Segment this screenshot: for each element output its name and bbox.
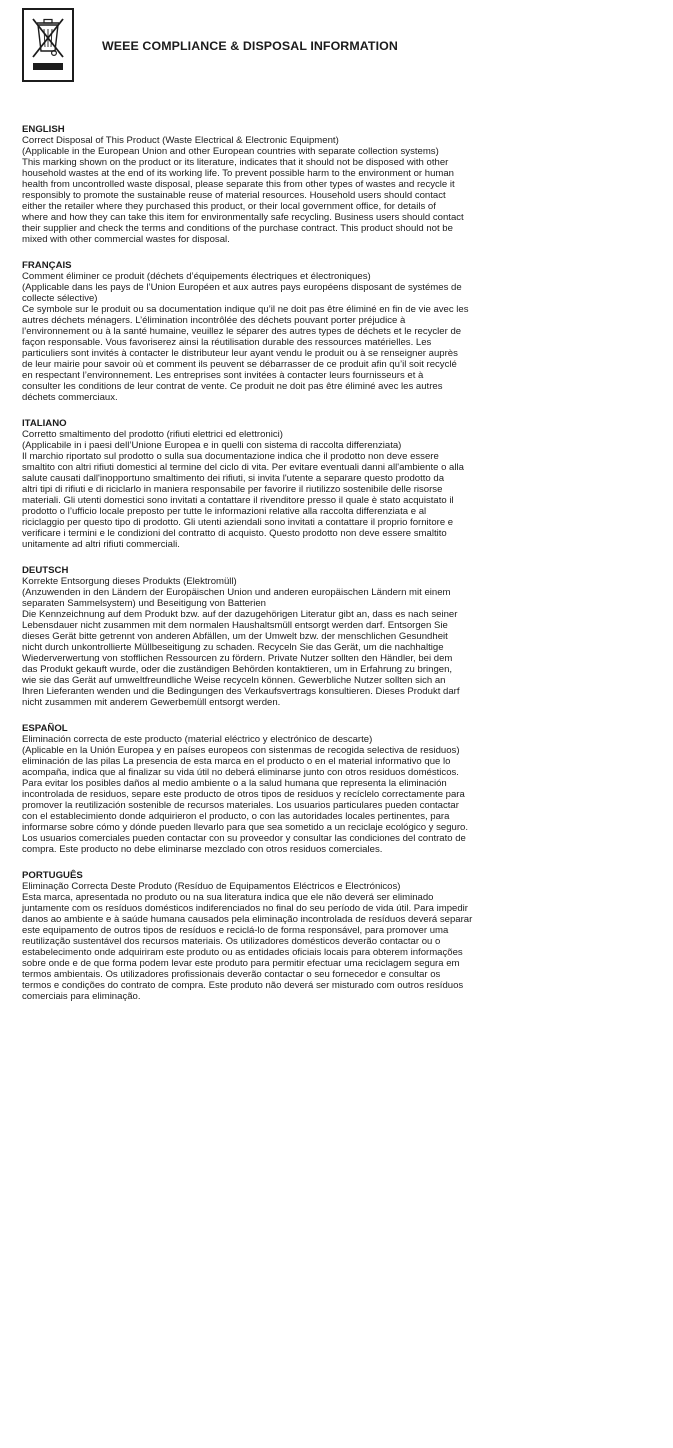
text-line: este equipamento de outros tipos de resíduos e reciclá-lo de forma responsável, para promover uma xyxy=(22,925,449,936)
text-line: prodotto o l’ufficio locale preposto per tutte le informazioni relative alla raccolta differenziata e al xyxy=(22,506,427,517)
text-line: termos ambientais. Os utilizadores profissionais deverão contactar o seu fornecedor e consultar os xyxy=(22,969,441,980)
language-section xyxy=(22,870,652,1002)
text-line: l’environnement ou à la santé humaine, veuillez le séparer des autres types de déchets et le recycler de xyxy=(22,326,462,337)
text-line: consulter les conditions de leur contrat de vente. Ce produit ne doit pas être éliminé avec les autres xyxy=(22,381,443,392)
text-line: eliminación de las pilas La presencia de esta marca en el producto o en el material informativo que lo xyxy=(22,756,451,767)
text-line: nicht durch unkontrollierte Müllbeseitigung zu schaden. Recyceln Sie das Gerät, um die nachhaltige xyxy=(22,642,444,653)
text-line: mixed with other commercial wastes for disposal. xyxy=(22,234,230,245)
text-line: déchets commerciaux. xyxy=(22,392,118,403)
text-line: This marking shown on the product or its literature, indicates that it should not be disposed with other xyxy=(22,157,449,168)
text-line: Esta marca, apresentada no produto ou na sua literatura indica que ele não deverá ser eliminado xyxy=(22,892,434,903)
text-line: incontrolada de residuos, separe este producto de otros tipos de residuos y recíclelo correctamente para xyxy=(22,789,465,800)
text-line: materiali. Gli utenti domestici sono invitati a contattare il rivenditore presso il quale è stato acquistato il xyxy=(22,495,454,506)
text-line: salute causati dall'inopportuno smaltimento dei rifiuti, si invita l'utente a separare questo prodotto da xyxy=(22,473,445,484)
text-line: en respectant l’environnement. Les entreprises sont invitées à contacter leurs fournisseurs et à xyxy=(22,370,424,381)
language-heading: DEUTSCH xyxy=(22,565,69,576)
text-line: either the retailer where they purchased this product, or their local government office, for details of xyxy=(22,201,436,212)
language-section xyxy=(22,124,652,245)
text-line: juntamente com os resíduos domésticos indiferenciados no final do seu período de vida útil. Para impedir xyxy=(22,903,469,914)
text-line: responsibly to promote the sustainable reuse of material resources. Household users should contact xyxy=(22,190,446,201)
text-line: altri tipi di rifiuti e di riciclarlo in maniera responsabile per favorire il riutilizzo sostenibile delle risorse xyxy=(22,484,443,495)
language-section xyxy=(22,565,652,708)
text-line: particuliers sont invités à contacter le distributeur leur ayant vendu le produit ou à se renseigner auprès xyxy=(22,348,458,359)
language-section xyxy=(22,418,652,550)
language-section xyxy=(22,723,652,855)
text-line: Eliminação Correcta Deste Produto (Resíduo de Equipamentos Eléctricos e Electrónicos) xyxy=(22,881,401,892)
text-line: Ihren Lieferanten wenden und die Bedingungen des Verkaufsvertrags konsultieren. Dieses Produkt darf xyxy=(22,686,460,697)
text-line: (Anzuwenden in den Ländern der Europäischen Union und anderen europäischen Ländern mit einem xyxy=(22,587,451,598)
text-line: verificare i termini e le condizioni del contratto di acquisto. Questo prodotto non deve essere smaltito xyxy=(22,528,447,539)
text-line: Para evitar los posibles daños al medio ambiente o a la salud humana que representa la eliminación xyxy=(22,778,447,789)
text-line: smaltito con altri rifiuti domestici al termine del ciclo di vita. Per evitare eventuali danni all'ambiente o alla xyxy=(22,462,464,473)
text-line: promover la reutilización sostenible de recursos materiales. Los usuarios particulares pueden contactar xyxy=(22,800,459,811)
text-line: danos ao ambiente e à saúde humana causados pela eliminação incontrolada de resíduos deverá separar xyxy=(22,914,473,925)
text-line: Korrekte Entsorgung dieses Produkts (Elektromüll) xyxy=(22,576,237,587)
header xyxy=(22,8,642,88)
text-line: Ce symbole sur le produit ou sa documentation indique qu’il ne doit pas être éliminé en fin de vie avec les xyxy=(22,304,469,315)
language-heading: ESPAÑOL xyxy=(22,723,68,734)
language-section xyxy=(22,260,652,403)
text-line: household wastes at the end of its working life. To prevent possible harm to the environment or human xyxy=(22,168,455,179)
text-line: comerciais para eliminação. xyxy=(22,991,141,1002)
text-line: Wiederverwertung von stofflichen Ressourcen zu fördern. Private Nutzer sollten den Händler, bei dem xyxy=(22,653,453,664)
text-line: informarse sobre cómo y dónde pueden llevarlo para que sea sometido a un reciclaje ecológico y seguro. xyxy=(22,822,469,833)
text-line: Il marchio riportato sul prodotto o sulla sua documentazione indica che il prodotto non deve essere xyxy=(22,451,439,462)
text-line: acompaña, indica que al finalizar su vida útil no deberá eliminarse junto con otros residuos domésticos. xyxy=(22,767,459,778)
text-line: separaten Sammelsystem) und Beseitigung von Batterien xyxy=(22,598,266,609)
text-line: Eliminación correcta de este producto (material eléctrico y electrónico de descarte) xyxy=(22,734,373,745)
text-line: Los usuarios comerciales pueden contactar con su proveedor y consultar las condiciones del contrato de xyxy=(22,833,466,844)
text-line: Corretto smaltimento del prodotto (rifiuti elettrici ed elettronici) xyxy=(22,429,283,440)
text-line: das Produkt gekauft wurde, oder die zuständigen Behörden kontaktieren, um in Erfahrung zu bringen, xyxy=(22,664,453,675)
text-line: (Applicabile in i paesi dell’Unione Europea e in quelli con sistema di raccolta differenziata) xyxy=(22,440,402,451)
text-line: wie sie das Gerät auf umweltfreundliche Weise recyceln können. Gewerbliche Nutzer sollten sich an xyxy=(22,675,446,686)
text-line: autres déchets ménagers. L’élimination incontrôlée des déchets pouvant porter préjudice à xyxy=(22,315,406,326)
text-line: dieses Gerät bitte getrennt von anderen Abfällen, um der Umwelt bzw. der menschlichen Gesundheit xyxy=(22,631,448,642)
language-heading: ITALIANO xyxy=(22,418,67,429)
text-line: compra. Este producto no debe eliminarse mezclado con otros residuos comerciales. xyxy=(22,844,383,855)
language-heading: PORTUGUÊS xyxy=(22,870,83,881)
page-title: WEEE COMPLIANCE & DISPOSAL INFORMATION xyxy=(102,39,398,53)
text-line: de leur mairie pour savoir où et comment ils peuvent se débarrasser de ce produit afin qu’il soit recyclé xyxy=(22,359,457,370)
text-line: façon responsable. Vous favoriserez ainsi la réutilisation durable des ressources matérielles. Les xyxy=(22,337,432,348)
text-line: sobre onde e de que forma podem levar este produto para permitir efectuar uma reciclagem segura em xyxy=(22,958,460,969)
text-line: (Aplicable en la Unión Europea y en países europeos con sistenmas de recogida selectiva de residuos) xyxy=(22,745,460,756)
text-line: Lebensdauer nicht zusammen mit dem normalen Haushaltsmüll entsorgt werden darf. Entsorgen Sie xyxy=(22,620,448,631)
text-line: (Applicable dans les pays de l’Union Européen et aux autres pays européens disposant de systémes de xyxy=(22,282,462,293)
text-line: riciclaggio per questo tipo di prodotto. Gli utenti aziendali sono invitati a contattare il proprio fornitore e xyxy=(22,517,454,528)
text-line: collecte sélective) xyxy=(22,293,98,304)
bin-icon-graphic xyxy=(24,10,72,80)
text-line: (Applicable in the European Union and other European countries with separate collection systems) xyxy=(22,146,439,157)
language-heading: ENGLISH xyxy=(22,124,65,135)
document-body xyxy=(22,124,652,1017)
crossed-out-wheelie-bin-icon xyxy=(22,8,74,82)
language-heading: FRANÇAIS xyxy=(22,260,72,271)
text-line: their supplier and check the terms and conditions of the purchase contract. This product should not be xyxy=(22,223,453,234)
text-line: where and how they can take this item for environmentally safe recycling. Business users should contact xyxy=(22,212,464,223)
text-line: termos e condições do contrato de compra. Este produto não deverá ser misturado com outros resíduos xyxy=(22,980,464,991)
text-line: Correct Disposal of This Product (Waste Electrical & Electronic Equipment) xyxy=(22,135,339,146)
text-line: Comment éliminer ce produit (déchets d’équipements électriques et électroniques) xyxy=(22,271,371,282)
text-line: Die Kennzeichnung auf dem Produkt bzw. auf der dazugehörigen Literatur gibt an, dass es nach seiner xyxy=(22,609,458,620)
text-line: unitamente ad altri rifiuti commerciali. xyxy=(22,539,180,550)
text-line: reutilização sustentável dos recursos materiais. Os utilizadores domésticos deverão contactar ou o xyxy=(22,936,441,947)
text-line: nicht zusammen mit anderem Gewerbemüll entsorgt werden. xyxy=(22,697,281,708)
text-line: health from uncontrolled waste disposal, please separate this from other types of wastes and recycle it xyxy=(22,179,455,190)
text-line: estabelecimento onde adquiriram este produto ou as entidades oficiais locais para obterem informações xyxy=(22,947,463,958)
text-line: con el establecimiento donde adquirieron el producto, o con las autoridades locales pertinentes, para xyxy=(22,811,450,822)
